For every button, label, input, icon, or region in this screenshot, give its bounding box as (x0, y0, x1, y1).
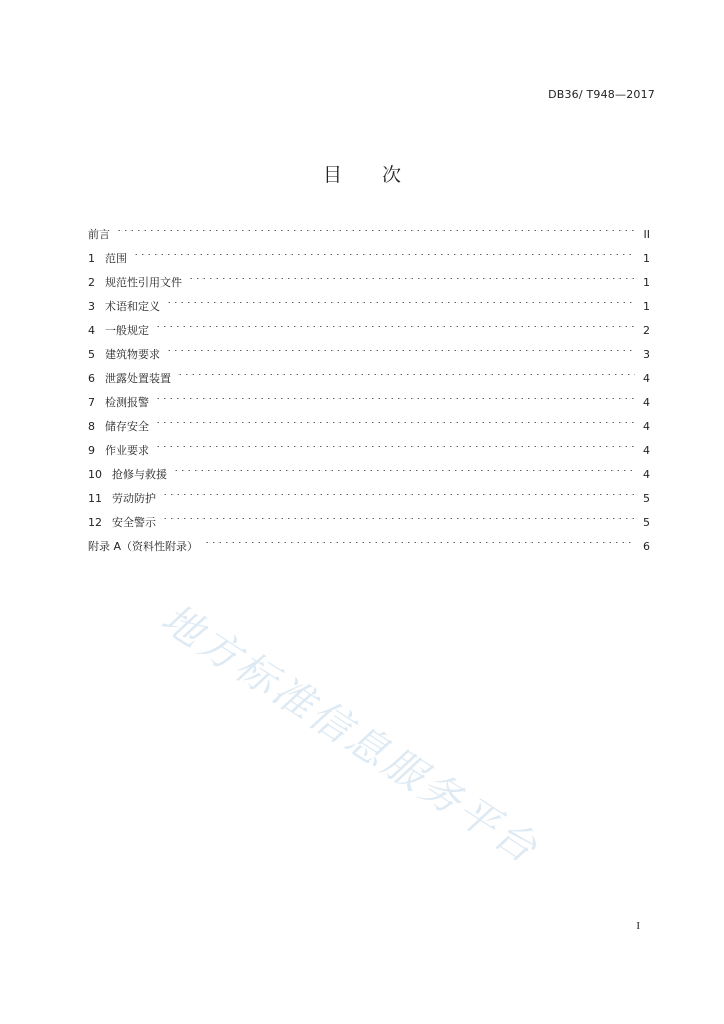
page-number: I (636, 920, 640, 932)
toc-entry-label: 前言 (88, 228, 110, 241)
table-of-contents (88, 214, 650, 553)
toc-entry[interactable] (88, 382, 650, 409)
toc-dot-leader (175, 358, 637, 382)
toc-entry[interactable] (88, 406, 650, 433)
toc-dot-leader (186, 262, 637, 286)
toc-dot-leader (131, 238, 637, 262)
toc-entry-number: 3 (88, 300, 95, 313)
toc-entry-label: 检测报警 (105, 396, 149, 409)
toc-entry-label: 作业要求 (105, 444, 149, 457)
toc-entry[interactable] (88, 454, 650, 481)
toc-entry-label: 术语和定义 (105, 300, 160, 313)
toc-entry-page: 1 (643, 300, 650, 313)
toc-entry[interactable] (88, 502, 650, 529)
toc-entry-number: 2 (88, 276, 95, 289)
toc-entry-label: 一般规定 (105, 324, 149, 337)
toc-dot-leader (171, 454, 637, 478)
toc-entry[interactable] (88, 238, 650, 265)
toc-entry-label: 储存安全 (105, 420, 149, 433)
toc-entry-number: 7 (88, 396, 95, 409)
toc-dot-leader (164, 334, 637, 358)
toc-entry[interactable] (88, 334, 650, 361)
toc-dot-leader (164, 286, 637, 310)
document-code: DB36/ T948—2017 (548, 88, 655, 101)
toc-entry-number: 9 (88, 444, 95, 457)
toc-entry-page: 4 (643, 372, 650, 385)
toc-entry-number: 8 (88, 420, 95, 433)
toc-entry-page: 1 (643, 276, 650, 289)
toc-title (0, 160, 724, 187)
toc-entry-page: 4 (643, 468, 650, 481)
toc-entry-page: 5 (643, 492, 650, 505)
toc-entry-page: 4 (643, 444, 650, 457)
toc-dot-leader (202, 526, 637, 550)
toc-entry-number: 4 (88, 324, 95, 337)
toc-entry-number: 1 (88, 252, 95, 265)
toc-entry-label: 范围 (105, 252, 127, 265)
toc-entry-label: 安全警示 (112, 516, 156, 529)
toc-entry-label: 附录 A（资料性附录） (88, 540, 199, 553)
toc-entry-label: 建筑物要求 (105, 348, 160, 361)
toc-entry-page: 2 (643, 324, 650, 337)
toc-dot-leader (153, 310, 637, 334)
watermark: 地方标准信息服务平台 (153, 595, 548, 874)
toc-entry-number: 11 (88, 492, 102, 505)
toc-entry[interactable] (88, 358, 650, 385)
toc-entry-page: 4 (643, 420, 650, 433)
toc-entry-page: II (643, 228, 650, 241)
toc-dot-leader (160, 478, 637, 502)
toc-dot-leader (153, 382, 637, 406)
toc-entry-number: 10 (88, 468, 102, 481)
toc-entry-number: 5 (88, 348, 95, 361)
toc-entry-number: 6 (88, 372, 95, 385)
toc-entry-page: 1 (643, 252, 650, 265)
toc-entry[interactable] (88, 262, 650, 289)
toc-dot-leader (153, 430, 637, 454)
toc-entry[interactable] (88, 478, 650, 505)
toc-entry[interactable] (88, 286, 650, 313)
toc-entry-label: 规范性引用文件 (105, 276, 182, 289)
toc-entry-label: 抢修与救援 (112, 468, 167, 481)
toc-entry[interactable] (88, 310, 650, 337)
toc-entry[interactable] (88, 430, 650, 457)
toc-entry-page: 6 (643, 540, 650, 553)
toc-dot-leader (160, 502, 637, 526)
toc-entry-label: 泄露处置装置 (105, 372, 171, 385)
toc-entry-number: 12 (88, 516, 102, 529)
toc-entry-page: 5 (643, 516, 650, 529)
toc-dot-leader (114, 214, 638, 238)
toc-entry[interactable] (88, 214, 650, 241)
toc-entry[interactable] (88, 526, 650, 553)
toc-dot-leader (153, 406, 637, 430)
toc-entry-page: 3 (643, 348, 650, 361)
toc-entry-label: 劳动防护 (112, 492, 156, 505)
toc-title-char-2: 次 (382, 164, 402, 186)
toc-entry-page: 4 (643, 396, 650, 409)
toc-title-char-1: 目 (322, 164, 342, 186)
